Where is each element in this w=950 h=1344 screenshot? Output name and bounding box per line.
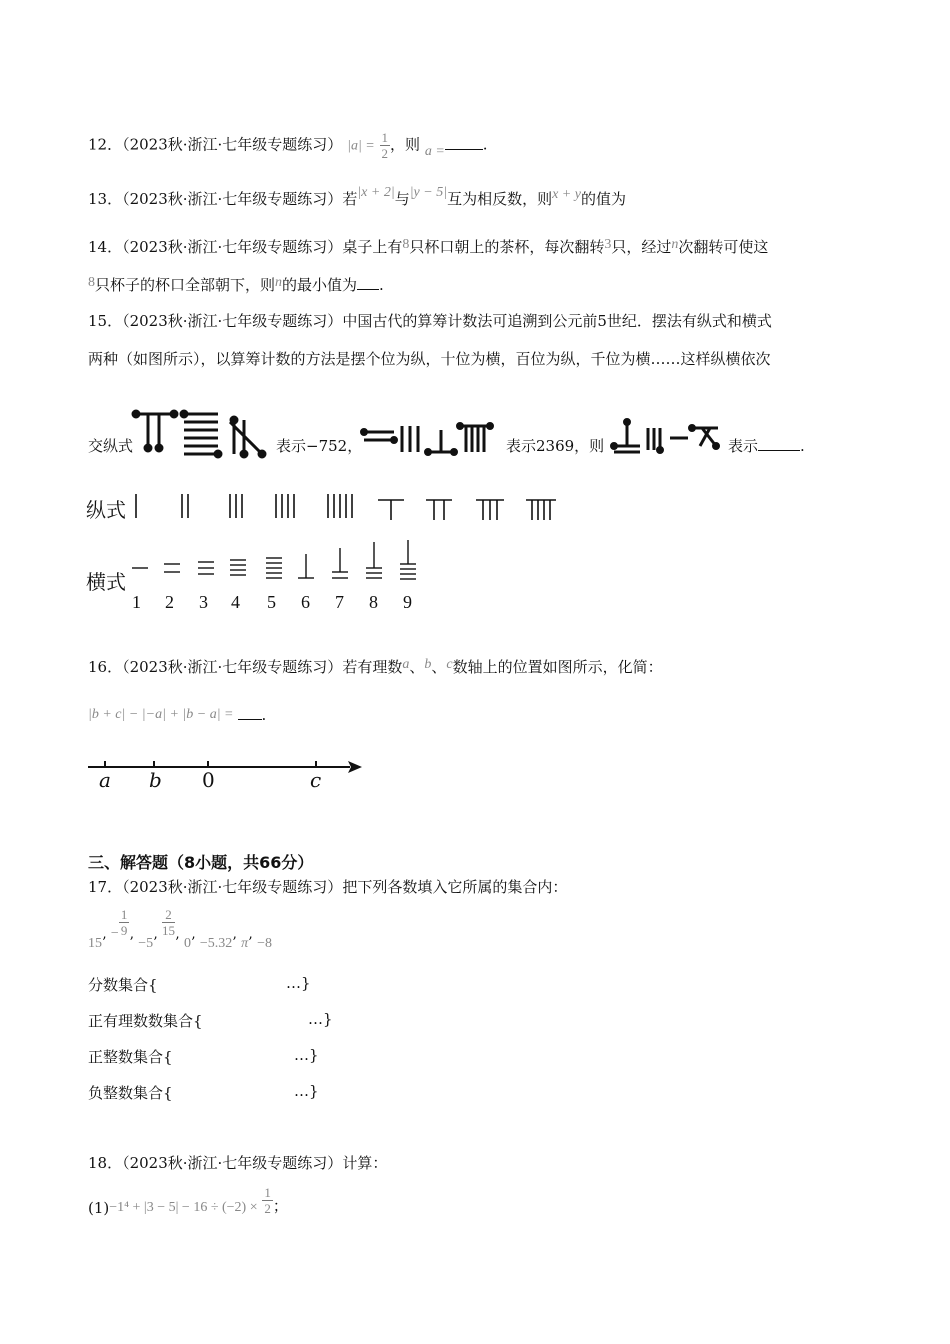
digit-5: 5	[267, 592, 276, 612]
answer-blank	[758, 450, 800, 451]
question-number: 15．	[88, 312, 123, 330]
set-negative-integers: 负整数集合{	[88, 1084, 173, 1102]
question-number: 13．	[88, 190, 123, 208]
math-expr: |a| =	[347, 138, 375, 154]
section-heading: 三、解答题（8小题，共66分）	[88, 853, 314, 872]
digit-2: 2	[165, 592, 174, 612]
math-expr: |y − 5|	[409, 185, 448, 200]
math-expr: |x + 2|	[357, 185, 395, 200]
digit-9: 9	[403, 592, 412, 612]
math-expr: x + y	[552, 187, 581, 202]
q15-line3-a: 交纵式	[88, 437, 134, 455]
math-expr: a =	[424, 143, 445, 159]
number-line	[88, 756, 368, 796]
fraction: $\frac{1}{2}$	[381, 130, 389, 161]
digit-8: 8	[369, 592, 378, 612]
q14-line2: 8只杯子的杯口全部朝下，则n的最小值为 .	[88, 275, 384, 294]
digit-1: 1	[132, 592, 141, 612]
answer-blank	[357, 289, 379, 290]
source-tag: （2023秋·浙江·七年级专题练习）	[122, 878, 343, 896]
q17-numbers: 15’ − $\frac{1}{9}$ ’ −5’ $\frac{2}{15}$ ’ 0’ −5.32’ π’ −8	[88, 907, 272, 951]
question-number: 17．	[88, 878, 123, 896]
rod-numeral-2369	[362, 424, 502, 456]
q18-line1: 18．（2023秋·浙江·七年级专题练习）计算：	[88, 1154, 388, 1172]
source-tag: （2023秋·浙江·七年级专题练习）	[122, 312, 343, 330]
axis-label-a: a	[99, 768, 111, 792]
source-tag: （2023秋·浙江·七年级专题练习）	[122, 658, 343, 676]
q15-line3-c: 表示2369，则	[506, 437, 605, 455]
q17-line1: 17．（2023秋·浙江·七年级专题练习）把下列各数填入它所属的集合内：	[88, 878, 568, 896]
digit-7: 7	[335, 592, 344, 612]
q15-line2: 两种（如图所示），以算筹计数的方法是摆个位为纵，十位为横，百位为纵，千位为横……这样纵横依次	[88, 350, 771, 368]
q16-line1: 16．（2023秋·浙江·七年级专题练习）若有理数a、b、c数轴上的位置如图所示，化简：	[88, 657, 663, 676]
q12: 12．（2023秋·浙江·七年级专题练习） |a| = $\frac{1}{2}$ ，则 a = .	[88, 130, 488, 161]
source-tag: （2023秋·浙江·七年级专题练习）	[122, 238, 343, 256]
q18-part1: (1)−1⁴ + |3 − 5| − 16 ÷ (−2) × $\frac{1}{2}$ ；	[88, 1185, 288, 1217]
set-positive-rationals: 正有理数数集合{	[88, 1012, 203, 1030]
axis-label-b: b	[149, 768, 162, 792]
axis-label-0: 0	[202, 768, 215, 792]
set-fractions: 分数集合{	[88, 976, 158, 994]
q13: 13．（2023秋·浙江·七年级专题练习）若|x + 2|与|y − 5|互为相反数，则x + y的值为	[88, 185, 626, 208]
source-tag: （2023秋·浙江·七年级专题练习）	[122, 190, 343, 208]
question-number: 16．	[88, 658, 123, 676]
q15-line1: 15．（2023秋·浙江·七年级专题练习）中国古代的算筹计数法可追溯到公元前5世纪．摆法有纵式和横式	[88, 312, 772, 330]
horizontal-rod-digits	[128, 538, 428, 586]
set-positive-integers: 正整数集合{	[88, 1048, 173, 1066]
q16-expr: |b + c| − |−a| + |b − a| = .	[88, 706, 267, 724]
source-tag: （2023秋·浙江·七年级专题练习）	[122, 1154, 343, 1172]
label-zongshi: 纵式	[86, 498, 126, 522]
axis-label-c: c	[310, 768, 322, 792]
digit-4: 4	[231, 592, 240, 612]
vertical-rod-digits	[130, 492, 570, 522]
q15-line3-b: 表示−752，	[276, 437, 363, 455]
rod-numeral-minus-752	[134, 410, 274, 460]
question-number: 12．	[88, 135, 123, 154]
rod-numeral-unknown	[608, 420, 724, 454]
source-tag: （2023秋·浙江·七年级专题练习）	[122, 135, 343, 154]
digit-6: 6	[301, 592, 310, 612]
answer-blank	[238, 719, 262, 720]
q14-line1: 14．（2023秋·浙江·七年级专题练习）桌子上有8只杯口朝上的茶杯，每次翻转3只，经过n次翻转可使这	[88, 237, 769, 256]
answer-blank	[445, 149, 483, 150]
fraction: $\frac{2}{15}$	[162, 907, 176, 938]
fraction: $\frac{1}{2}$	[264, 1185, 271, 1216]
question-number: 14．	[88, 238, 123, 256]
fraction: $\frac{1}{9}$	[120, 907, 128, 938]
label-hengshi: 横式	[86, 570, 126, 594]
question-number: 18．	[88, 1154, 123, 1172]
q15-line3-d: 表示 .	[728, 437, 805, 455]
digit-3: 3	[199, 592, 208, 612]
